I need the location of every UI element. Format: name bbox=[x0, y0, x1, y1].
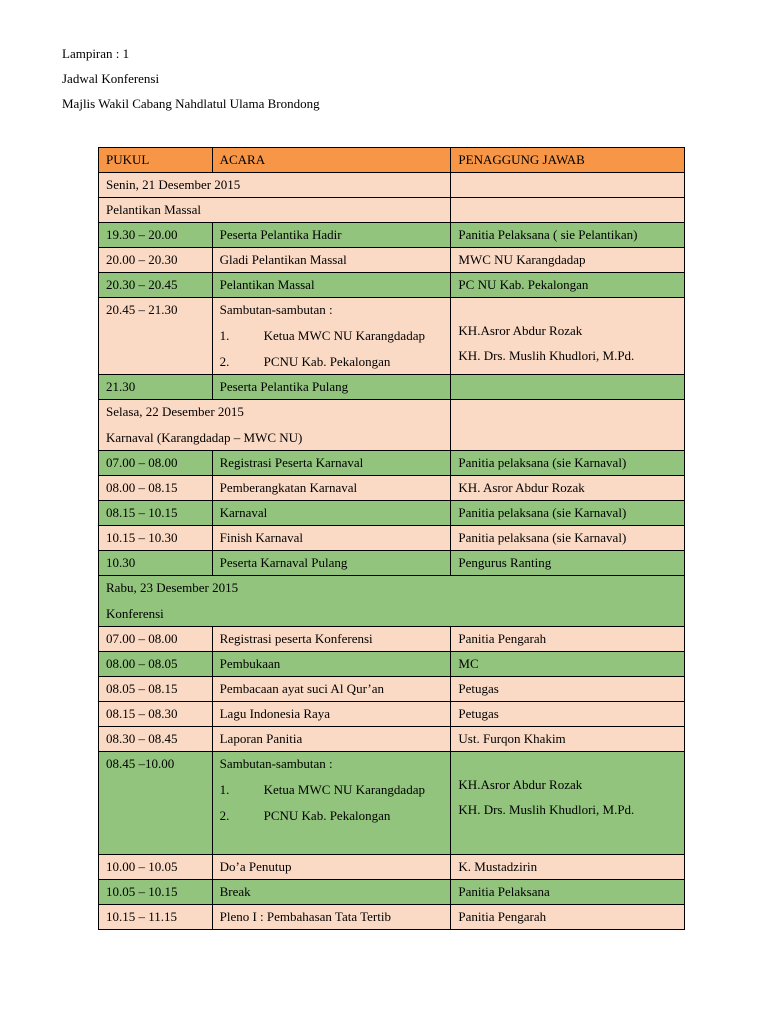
list-number: 1. bbox=[219, 782, 230, 797]
day-header-row bbox=[99, 400, 685, 451]
event-cell: Gladi Pelantikan Massal bbox=[212, 248, 451, 273]
time-cell: 19.30 – 20.00 bbox=[99, 223, 213, 248]
time-cell: 20.45 – 21.30 bbox=[99, 298, 213, 375]
day-date: Rabu, 23 Desember 2015 bbox=[106, 580, 239, 595]
event-cell: Lagu Indonesia Raya bbox=[212, 702, 451, 727]
table-row bbox=[99, 551, 685, 576]
pic-cell: MWC NU Karangdadap bbox=[451, 248, 685, 273]
list-number: 2. bbox=[219, 354, 230, 369]
event-cell: Laporan Panitia bbox=[212, 727, 451, 752]
header-cell: PENAGGUNG JAWAB bbox=[451, 148, 685, 173]
event-cell: Pembacaan ayat suci Al Qur’an bbox=[212, 677, 451, 702]
schedule-table bbox=[98, 147, 685, 930]
event-cell: Registrasi peserta Konferensi bbox=[212, 627, 451, 652]
pic-cell: Panitia Pelaksana bbox=[451, 880, 685, 905]
time-cell: 08.30 – 08.45 bbox=[99, 727, 213, 752]
pic-cell: KH. Asror Abdur Rozak bbox=[451, 476, 685, 501]
table-row bbox=[99, 476, 685, 501]
time-cell: 10.30 bbox=[99, 551, 213, 576]
pic-cell: Panitia Pengarah bbox=[451, 905, 685, 930]
empty-cell bbox=[451, 400, 685, 451]
header-cell: PUKUL bbox=[99, 148, 213, 173]
time-cell: 10.00 – 10.05 bbox=[99, 855, 213, 880]
table-row bbox=[99, 375, 685, 400]
pic-cell: Ust. Furqon Khakim bbox=[451, 727, 685, 752]
list-item bbox=[220, 354, 444, 370]
pic-name: KH.Asror Abdur Rozak bbox=[458, 777, 583, 792]
pic-cell: Panitia pelaksana (sie Karnaval) bbox=[451, 526, 685, 551]
pic-cell bbox=[451, 375, 685, 400]
time-cell: 10.15 – 11.15 bbox=[99, 905, 213, 930]
header-cell: ACARA bbox=[212, 148, 451, 173]
pic-name: KH. Drs. Muslih Khudlori, M.Pd. bbox=[458, 802, 635, 817]
list-item bbox=[220, 808, 444, 824]
time-cell: 08.05 – 08.15 bbox=[99, 677, 213, 702]
day-title: Konferensi bbox=[106, 606, 164, 621]
list-text: Ketua MWC NU Karangdadap bbox=[263, 782, 425, 797]
event-cell: Pelantikan Massal bbox=[212, 273, 451, 298]
day-date: Senin, 21 Desember 2015 bbox=[99, 173, 451, 198]
table-row bbox=[99, 880, 685, 905]
time-cell: 21.30 bbox=[99, 375, 213, 400]
event-cell: Peserta Karnaval Pulang bbox=[212, 551, 451, 576]
table-row bbox=[99, 652, 685, 677]
day-header-row bbox=[99, 576, 685, 627]
event-cell: Peserta Pelantika Hadir bbox=[212, 223, 451, 248]
event-cell: Do’a Penutup bbox=[212, 855, 451, 880]
event-cell: Registrasi Peserta Karnaval bbox=[212, 451, 451, 476]
time-cell: 08.15 – 10.15 bbox=[99, 501, 213, 526]
pic-cell: PC NU Kab. Pekalongan bbox=[451, 273, 685, 298]
table-row bbox=[99, 273, 685, 298]
table-row bbox=[99, 501, 685, 526]
table-row bbox=[99, 727, 685, 752]
document-title: Jadwal Konferensi bbox=[62, 71, 160, 86]
list-text: PCNU Kab. Pekalongan bbox=[263, 354, 391, 369]
day-header-cell bbox=[99, 576, 685, 627]
event-cell bbox=[212, 298, 451, 375]
table-row bbox=[99, 223, 685, 248]
day-header-cell bbox=[99, 400, 451, 451]
empty-cell bbox=[451, 198, 685, 223]
table-row bbox=[99, 526, 685, 551]
pic-cell: Panitia Pelaksana ( sie Pelantikan) bbox=[451, 223, 685, 248]
sambutan-title: Sambutan-sambutan : bbox=[219, 756, 333, 771]
pic-cell: Petugas bbox=[451, 677, 685, 702]
document-subtitle: Majlis Wakil Cabang Nahdlatul Ulama Brondong bbox=[62, 96, 320, 111]
table-row bbox=[99, 855, 685, 880]
event-cell bbox=[212, 752, 451, 855]
pic-cell: Panitia pelaksana (sie Karnaval) bbox=[451, 501, 685, 526]
table-row bbox=[99, 248, 685, 273]
day-title: Karnaval (Karangdadap – MWC NU) bbox=[106, 430, 303, 445]
pic-name: KH. Drs. Muslih Khudlori, M.Pd. bbox=[458, 348, 635, 363]
event-cell: Peserta Pelantika Pulang bbox=[212, 375, 451, 400]
event-cell: Pleno I : Pembahasan Tata Tertib bbox=[212, 905, 451, 930]
time-cell: 20.00 – 20.30 bbox=[99, 248, 213, 273]
time-cell: 08.15 – 08.30 bbox=[99, 702, 213, 727]
time-cell: 07.00 – 08.00 bbox=[99, 451, 213, 476]
pic-cell: K. Mustadzirin bbox=[451, 855, 685, 880]
list-item bbox=[220, 782, 444, 798]
event-cell: Finish Karnaval bbox=[212, 526, 451, 551]
time-cell: 08.45 –10.00 bbox=[99, 752, 213, 855]
list-text: PCNU Kab. Pekalongan bbox=[263, 808, 391, 823]
empty-cell bbox=[451, 173, 685, 198]
pic-cell bbox=[451, 298, 685, 375]
pic-name: KH.Asror Abdur Rozak bbox=[458, 323, 583, 338]
pic-cell: Pengurus Ranting bbox=[451, 551, 685, 576]
table-header-row bbox=[99, 148, 685, 173]
sambutan-title: Sambutan-sambutan : bbox=[219, 302, 333, 317]
day-date: Selasa, 22 Desember 2015 bbox=[106, 404, 244, 419]
event-cell: Break bbox=[212, 880, 451, 905]
sambutan-row bbox=[99, 752, 685, 855]
table-row bbox=[99, 702, 685, 727]
day-date-row bbox=[99, 173, 685, 198]
day-title-row bbox=[99, 198, 685, 223]
pic-cell: Panitia pelaksana (sie Karnaval) bbox=[451, 451, 685, 476]
table-row bbox=[99, 677, 685, 702]
attachment-label: Lampiran : 1 bbox=[62, 46, 130, 61]
time-cell: 10.05 – 10.15 bbox=[99, 880, 213, 905]
pic-cell: Panitia Pengarah bbox=[451, 627, 685, 652]
pic-cell bbox=[451, 752, 685, 855]
pic-cell: Petugas bbox=[451, 702, 685, 727]
event-cell: Pembukaan bbox=[212, 652, 451, 677]
list-text: Ketua MWC NU Karangdadap bbox=[263, 328, 425, 343]
table-row bbox=[99, 451, 685, 476]
time-cell: 08.00 – 08.05 bbox=[99, 652, 213, 677]
time-cell: 20.30 – 20.45 bbox=[99, 273, 213, 298]
sambutan-row bbox=[99, 298, 685, 375]
list-item bbox=[220, 328, 444, 344]
table-row bbox=[99, 627, 685, 652]
event-cell: Karnaval bbox=[212, 501, 451, 526]
time-cell: 10.15 – 10.30 bbox=[99, 526, 213, 551]
pic-cell: MC bbox=[451, 652, 685, 677]
table-row bbox=[99, 905, 685, 930]
time-cell: 08.00 – 08.15 bbox=[99, 476, 213, 501]
list-number: 1. bbox=[219, 328, 230, 343]
day-title: Pelantikan Massal bbox=[99, 198, 451, 223]
list-number: 2. bbox=[219, 808, 230, 823]
time-cell: 07.00 – 08.00 bbox=[99, 627, 213, 652]
event-cell: Pemberangkatan Karnaval bbox=[212, 476, 451, 501]
